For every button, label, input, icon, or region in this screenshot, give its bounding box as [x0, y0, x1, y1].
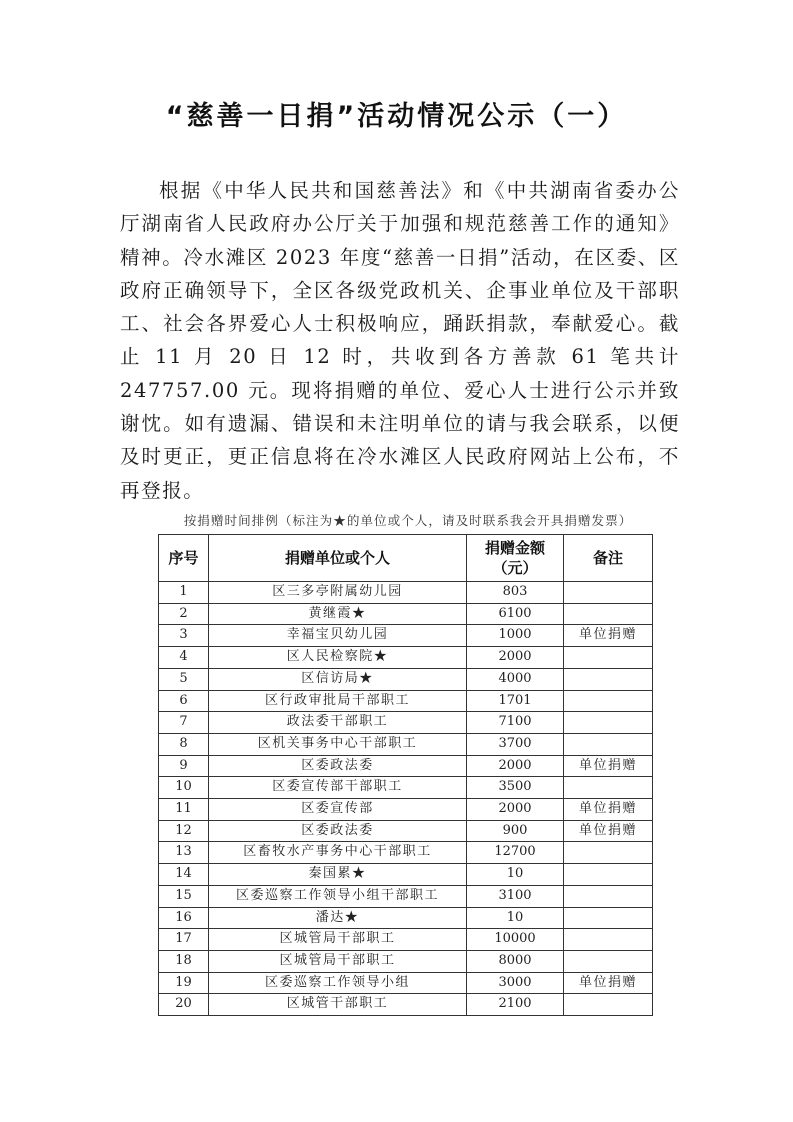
cell-note [564, 668, 653, 690]
cell-amount: 10 [467, 907, 564, 929]
cell-donor: 区委宣传部 [209, 799, 467, 821]
cell-note [564, 842, 653, 864]
table-row [159, 907, 653, 929]
table-header-row [159, 535, 653, 582]
table-row [159, 972, 653, 994]
cell-donor: 区信访局★ [209, 668, 467, 690]
cell-seq: 12 [159, 820, 209, 842]
cell-note [564, 929, 653, 951]
cell-note [564, 950, 653, 972]
cell-amount: 900 [467, 820, 564, 842]
cell-note [564, 690, 653, 712]
cell-amount: 8000 [467, 950, 564, 972]
cell-note [564, 994, 653, 1016]
cell-donor: 潘达★ [209, 907, 467, 929]
header-donor: 捐赠单位或个人 [209, 535, 467, 582]
cell-amount: 803 [467, 582, 564, 604]
cell-note: 单位捐赠 [564, 799, 653, 821]
cell-seq: 5 [159, 668, 209, 690]
table-row [159, 755, 653, 777]
cell-amount: 2000 [467, 799, 564, 821]
header-seq: 序号 [159, 535, 209, 582]
table-row [159, 864, 653, 886]
cell-note [564, 603, 653, 625]
cell-seq: 10 [159, 777, 209, 799]
table-row [159, 820, 653, 842]
cell-amount: 3000 [467, 972, 564, 994]
cell-seq: 8 [159, 733, 209, 755]
table-row [159, 950, 653, 972]
cell-note [564, 907, 653, 929]
cell-note [564, 647, 653, 669]
cell-note [564, 777, 653, 799]
cell-seq: 13 [159, 842, 209, 864]
document-title: “慈善一日捐”活动情况公示（一） [165, 101, 628, 132]
header-amount [467, 535, 564, 582]
cell-donor: 区委巡察工作领导小组 [209, 972, 467, 994]
cell-donor: 区委政法委 [209, 755, 467, 777]
cell-amount: 4000 [467, 668, 564, 690]
cell-amount: 2000 [467, 647, 564, 669]
cell-seq: 15 [159, 885, 209, 907]
cell-donor: 区城管干部职工 [209, 994, 467, 1016]
cell-amount: 6100 [467, 603, 564, 625]
cell-amount: 12700 [467, 842, 564, 864]
cell-seq: 17 [159, 929, 209, 951]
cell-note [564, 733, 653, 755]
cell-seq: 2 [159, 603, 209, 625]
table-row [159, 733, 653, 755]
cell-amount: 10 [467, 864, 564, 886]
table-caption: 按捐赠时间排例（标注为★的单位或个人，请及时联系我会开具捐赠发票） [183, 513, 633, 528]
cell-donor: 黄继霞★ [209, 603, 467, 625]
cell-amount: 2000 [467, 755, 564, 777]
cell-seq: 1 [159, 582, 209, 604]
cell-seq: 4 [159, 647, 209, 669]
cell-note [564, 712, 653, 734]
cell-amount: 1701 [467, 690, 564, 712]
cell-donor: 秦国累★ [209, 864, 467, 886]
cell-donor: 区畜牧水产事务中心干部职工 [209, 842, 467, 864]
cell-seq: 3 [159, 625, 209, 647]
cell-seq: 7 [159, 712, 209, 734]
cell-seq: 19 [159, 972, 209, 994]
cell-seq: 16 [159, 907, 209, 929]
header-amount-line1: 捐赠金额 [484, 539, 545, 557]
cell-note [564, 885, 653, 907]
cell-amount: 3100 [467, 885, 564, 907]
cell-note [564, 864, 653, 886]
intro-paragraph: 根据《中华人民共和国慈善法》和《中共湖南省委办公厅湖南省人民政府办公厅关于加强和规范慈善工作的通知》精神。冷水滩区 2023 年度“慈善一日捐”活动，在区委、区政府正确领导下，全区各级党政机关、企事业单位及干部职工、社会各界爱心人士积极响应，踊跃捐款，奉献爱心。截止 11 月 20 日 12 时，共收到各方善款 61 笔共计 247757.00 元。现将捐赠的单位、爱心人士进行公示并致谢忱。如有遗漏、错误和未注明单位的请与我会联系，以便及时更正，更正信息将在冷水滩区人民政府网站上公布，不再登报。 [120, 179, 680, 502]
cell-amount: 10000 [467, 929, 564, 951]
cell-donor: 区人民检察院★ [209, 647, 467, 669]
table-row [159, 668, 653, 690]
cell-amount: 1000 [467, 625, 564, 647]
cell-donor: 政法委干部职工 [209, 712, 467, 734]
cell-note: 单位捐赠 [564, 972, 653, 994]
cell-donor: 区委政法委 [209, 820, 467, 842]
cell-seq: 6 [159, 690, 209, 712]
cell-amount: 3700 [467, 733, 564, 755]
cell-donor: 区委巡察工作领导小组干部职工 [209, 885, 467, 907]
cell-seq: 18 [159, 950, 209, 972]
table-row [159, 799, 653, 821]
cell-donor: 区行政审批局干部职工 [209, 690, 467, 712]
header-note: 备注 [564, 535, 653, 582]
cell-donor: 区城管局干部职工 [209, 929, 467, 951]
cell-note [564, 582, 653, 604]
table-row [159, 582, 653, 604]
table-row [159, 929, 653, 951]
table-row [159, 885, 653, 907]
table-row [159, 625, 653, 647]
cell-seq: 9 [159, 755, 209, 777]
cell-seq: 11 [159, 799, 209, 821]
table-row [159, 777, 653, 799]
cell-note: 单位捐赠 [564, 625, 653, 647]
cell-donor: 区城管局干部职工 [209, 950, 467, 972]
cell-donor: 区三多亭附属幼儿园 [209, 582, 467, 604]
cell-donor: 幸福宝贝幼儿园 [209, 625, 467, 647]
donation-table [158, 534, 653, 1016]
cell-donor: 区机关事务中心干部职工 [209, 733, 467, 755]
table-row [159, 690, 653, 712]
cell-amount: 7100 [467, 712, 564, 734]
cell-seq: 20 [159, 994, 209, 1016]
cell-seq: 14 [159, 864, 209, 886]
cell-note: 单位捐赠 [564, 820, 653, 842]
table-row [159, 994, 653, 1016]
cell-donor: 区委宣传部干部职工 [209, 777, 467, 799]
header-amount-line2: （元） [492, 559, 538, 577]
cell-note: 单位捐赠 [564, 755, 653, 777]
cell-amount: 3500 [467, 777, 564, 799]
cell-amount: 2100 [467, 994, 564, 1016]
table-row [159, 603, 653, 625]
table-row [159, 842, 653, 864]
table-row [159, 647, 653, 669]
table-row [159, 712, 653, 734]
